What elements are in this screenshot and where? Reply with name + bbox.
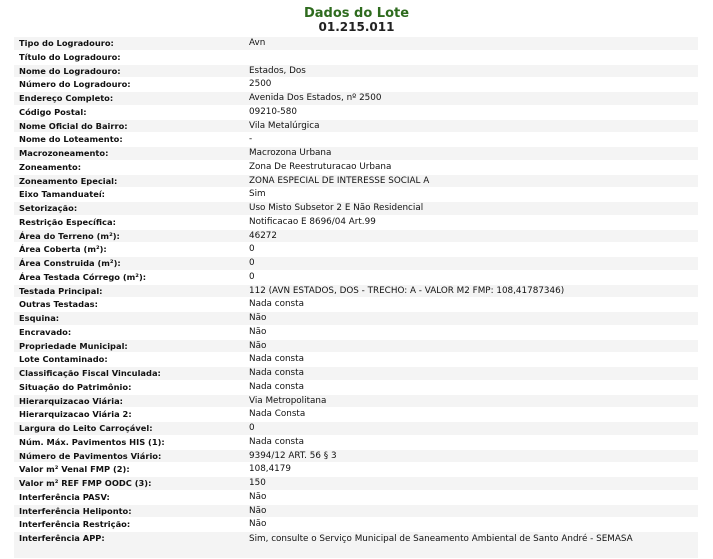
field-value: 0 [249, 423, 255, 433]
field-value: 0 [249, 244, 255, 255]
table-row [14, 120, 698, 134]
field-label: Classificação Fiscal Vinculada: [19, 368, 161, 378]
table-row [14, 37, 698, 51]
field-label: Encravado: [19, 326, 72, 337]
field-label: Propriedade Municipal: [19, 340, 128, 351]
field-value: Nada consta [249, 381, 304, 392]
field-label: Situação do Patrimônio: [19, 381, 132, 392]
table-row [14, 408, 698, 422]
table-row [14, 65, 698, 79]
table-row [14, 353, 698, 367]
table-row [14, 381, 698, 395]
field-label: Área Construida (m²): [19, 258, 121, 268]
field-label: Área do Terreno (m²): [19, 230, 120, 241]
field-value: Notificacao E 8696/04 Art.99 [249, 216, 376, 227]
table-row [14, 243, 698, 257]
field-value: Nada consta [249, 436, 304, 447]
table-row [14, 147, 698, 161]
table-row [14, 395, 698, 409]
field-label: Hierarquizacao Viária: [19, 395, 123, 406]
table-row [14, 463, 698, 477]
field-label: Interferência APP: [19, 533, 105, 543]
field-value: Não [249, 519, 267, 530]
field-value: Zona De Reestruturacao Urbana [249, 161, 392, 172]
table-row [14, 175, 698, 189]
field-value: Não [249, 340, 267, 351]
field-label: Interferência Restrição: [19, 519, 131, 530]
field-value: Estados, Dos [249, 65, 306, 76]
table-row [14, 133, 698, 147]
field-label: Área Coberta (m²): [19, 244, 107, 255]
table-row [14, 202, 698, 216]
table-row [14, 257, 698, 271]
field-label: Esquina: [19, 313, 60, 323]
field-label: Título do Logradouro: [19, 51, 121, 62]
page-title: Dados do Lote [303, 6, 410, 21]
table-row [14, 298, 698, 312]
field-value: 0 [249, 258, 255, 268]
table-row [14, 340, 698, 354]
field-label: Endereço Completo: [19, 93, 114, 103]
table-row [14, 326, 698, 340]
field-label: Lote Contaminado: [19, 354, 108, 365]
field-label: Nome do Loteamento: [19, 134, 123, 145]
field-label: Largura do Leito Carroçável: [19, 423, 153, 433]
header [0, 6, 713, 34]
table-row [14, 161, 698, 175]
field-label: Número do Logradouro: [19, 79, 131, 90]
table-row [14, 51, 698, 65]
field-value: 108,4179 [249, 464, 291, 475]
field-label: Interferência PASV: [19, 491, 110, 502]
field-value: 0 [249, 271, 255, 282]
field-label: Código Postal: [19, 106, 87, 117]
field-label: Interferência Heliponto: [19, 505, 132, 516]
field-label: Testada Principal: [19, 285, 103, 296]
field-label: Outras Testadas: [19, 299, 98, 310]
field-value: 2500 [249, 79, 272, 90]
table-row [14, 518, 698, 532]
field-value: 9394/12 ART. 56 § 3 [249, 450, 337, 461]
field-value: Nada Consta [249, 409, 306, 420]
table-row [14, 92, 698, 106]
field-label: Valor m² Venal FMP (2): [19, 464, 130, 475]
field-value: ZONA ESPECIAL DE INTERESSE SOCIAL A [249, 175, 430, 186]
field-value: Não [249, 505, 267, 516]
field-label: Número de Pavimentos Viário: [19, 450, 162, 461]
field-label: Nome do Logradouro: [19, 65, 121, 76]
field-value: Nada consta [249, 299, 304, 310]
field-value: Uso Misto Subsetor 2 E Não Residencial [249, 203, 424, 213]
field-value: Avenida Dos Estados, nº 2500 [249, 93, 382, 103]
field-value: Não [249, 326, 267, 337]
table-row [14, 491, 698, 505]
table-row [14, 216, 698, 230]
field-value: Sim, consulte o Serviço Municipal de Saneamento Ambiental de Santo André - SEMASA [249, 534, 633, 544]
lot-number: 01.215.011 [318, 20, 395, 34]
field-label: Macrozoneamento: [19, 148, 109, 158]
field-label: Nome Oficial do Bairro: [19, 120, 128, 131]
field-label: Área Testada Córrego (m²): [19, 271, 147, 282]
field-value: Avn [249, 38, 266, 48]
field-value: 112 (AVN ESTADOS, DOS - TRECHO: A - VALOR M2 FMP: 108,41787346) [249, 285, 565, 296]
field-value: 46272 [249, 230, 277, 241]
table-row [14, 312, 698, 326]
table-row [14, 106, 698, 120]
field-label: Zoneamento Epecial: [19, 175, 118, 186]
field-label: Setorização: [19, 203, 78, 213]
field-value [247, 51, 698, 64]
table-row [14, 230, 698, 244]
table-row [14, 271, 698, 285]
table-row [14, 422, 698, 436]
field-label: Núm. Máx. Pavimentos HIS (1): [19, 436, 165, 447]
field-value: - [249, 134, 253, 145]
table-row [14, 450, 698, 464]
table-row [14, 367, 698, 381]
field-value: 150 [249, 478, 266, 488]
field-value: Macrozona Urbana [249, 148, 332, 158]
field-label: Restrição Específica: [19, 216, 116, 227]
field-label: Valor m² REF FMP OODC (3): [19, 478, 152, 488]
field-label: Zoneamento: [19, 161, 82, 172]
field-value: Vila Metalúrgica [249, 120, 320, 131]
field-value: Nada consta [249, 354, 304, 365]
table-row [14, 188, 698, 202]
table-row [14, 436, 698, 450]
field-value: Não [249, 313, 267, 323]
table-row [14, 78, 698, 92]
field-value: 09210-580 [249, 106, 297, 117]
field-value: Via Metropolitana [249, 395, 327, 406]
table-row [14, 285, 698, 299]
lot-details-table [14, 37, 698, 559]
field-label: Eixo Tamanduateí: [19, 189, 105, 200]
table-row [14, 477, 698, 491]
table-row [14, 505, 698, 519]
field-value: Nada consta [249, 368, 304, 378]
field-label: Tipo do Logradouro: [19, 38, 114, 48]
field-value: Não [249, 491, 267, 502]
table-row [14, 532, 698, 559]
field-label: Hierarquizacao Viária 2: [19, 409, 132, 420]
field-value: Sim [249, 189, 266, 200]
